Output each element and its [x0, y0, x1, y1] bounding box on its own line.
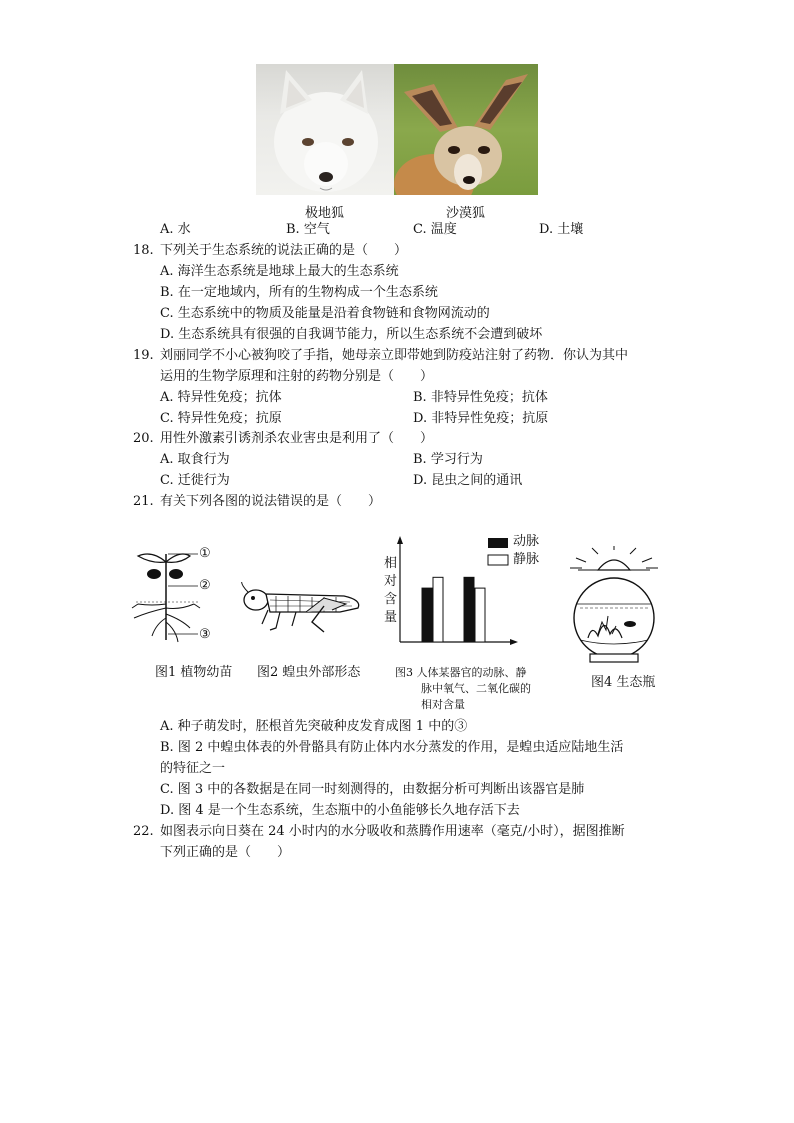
- fig1-label-3: ③: [199, 627, 211, 642]
- desert-fox-caption: 沙漠狐: [446, 206, 486, 221]
- q18-option-a: A. 海洋生态系统是地球上最大的生态系统: [160, 264, 399, 279]
- fig1-caption: 图1 植物幼苗: [155, 665, 233, 680]
- bar-vein-2: [475, 588, 485, 642]
- q20-option-b: B. 学习行为: [413, 452, 483, 467]
- fig2-grasshopper: [240, 582, 366, 636]
- q20-number: 20.: [133, 431, 154, 446]
- q20-option-a: A. 取食行为: [160, 452, 230, 467]
- q21-stem: 有关下列各图的说法错误的是（ ）: [160, 494, 382, 509]
- q17-option-b: B. 空气: [286, 222, 330, 237]
- q19-option-a: A. 特异性免疫；抗体: [160, 390, 282, 405]
- q22-stem-line1: 如图表示向日葵在 24 小时内的水分吸收和蒸腾作用速率（毫克/小时），据图推断: [160, 824, 625, 839]
- q21-option-b-cont: 的特征之一: [160, 761, 226, 776]
- q18-option-b: B. 在一定地域内，所有的生物构成一个生态系统: [160, 285, 438, 300]
- bar-vein-1: [433, 577, 443, 642]
- q19-option-c: C. 特异性免疫；抗原: [160, 411, 282, 426]
- fig3-x-arrow: [510, 639, 518, 645]
- fig4-eco-bottle: [568, 546, 660, 664]
- q18-option-d: D. 生态系统具有很强的自我调节能力，所以生态系统不会遭到破坏: [160, 327, 543, 342]
- q22-number: 22.: [133, 824, 154, 839]
- fig1-label-1: ①: [199, 546, 211, 561]
- q22-stem-line2: 下列正确的是（ ）: [160, 845, 291, 860]
- fig1-label-2: ②: [199, 578, 211, 593]
- arctic-fox-caption: 极地狐: [305, 206, 345, 221]
- fig3-caption-line1: 图3 人体某器官的动脉、静: [395, 666, 527, 679]
- bar-artery-1: [422, 588, 432, 642]
- q18-number: 18.: [133, 243, 154, 258]
- fig3-caption-line3: 相对含量: [421, 698, 465, 711]
- q20-stem: 用性外激素引诱剂杀农业害虫是利用了（ ）: [160, 431, 434, 446]
- q19-stem-line2: 运用的生物学原理和注射的药物分别是（ ）: [160, 369, 434, 384]
- q19-option-b: B. 非特异性免疫；抗体: [413, 390, 548, 405]
- bar-artery-2: [464, 577, 474, 642]
- q19-stem-line1: 刘丽同学不小心被狗咬了手指，她母亲立即带她到防疫站注射了药物．你认为其中: [160, 348, 629, 363]
- q21-option-c: C. 图 3 中的各数据是在同一时刻测得的，由数据分析可判断出该器官是肺: [160, 782, 585, 797]
- fig3-ylabel-char-2: 对: [384, 574, 398, 589]
- legend-swatch-vein: [488, 555, 508, 565]
- fig3-y-arrow: [397, 536, 403, 544]
- desert-fox-photo: [394, 64, 538, 195]
- q18-option-c: C. 生态系统中的物质及能量是沿着食物链和食物网流动的: [160, 306, 490, 321]
- q19-option-d: D. 非特异性免疫；抗原: [413, 411, 549, 426]
- fig3-ylabel-char-3: 含: [384, 592, 398, 607]
- q20-option-d: D. 昆虫之间的通讯: [413, 473, 523, 488]
- q20-option-c: C. 迁徙行为: [160, 473, 230, 488]
- arctic-fox-photo: [256, 64, 394, 195]
- fig3-ylabel-char-1: 相: [384, 556, 398, 571]
- legend-swatch-artery: [488, 538, 508, 548]
- fig3-ylabel-char-4: 量: [384, 610, 398, 625]
- q21-option-d: D. 图 4 是一个生态系统，生态瓶中的小鱼能够长久地存活下去: [160, 803, 520, 818]
- q21-number: 21.: [133, 494, 154, 509]
- q17-option-d: D. 土壤: [539, 222, 584, 237]
- fig2-caption: 图2 蝗虫外部形态: [257, 665, 361, 680]
- q17-option-a: A. 水: [160, 222, 191, 237]
- q21-option-b: B. 图 2 中蝗虫体表的外骨骼具有防止体内水分蒸发的作用，是蝗虫适应陆地生活: [160, 740, 624, 755]
- fig4-caption: 图4 生态瓶: [591, 675, 656, 690]
- q17-option-c: C. 温度: [413, 222, 457, 237]
- fig3-caption-line2: 脉中氧气、二氧化碳的: [421, 682, 531, 695]
- q21-option-a: A. 种子萌发时，胚根首先突破种皮发育成图 1 中的③: [160, 719, 468, 734]
- q18-stem: 下列关于生态系统的说法正确的是（ ）: [160, 243, 408, 258]
- q19-number: 19.: [133, 348, 154, 363]
- fig3-legend-artery: 动脉: [513, 534, 540, 549]
- fig3-legend-vein: 静脉: [513, 552, 540, 567]
